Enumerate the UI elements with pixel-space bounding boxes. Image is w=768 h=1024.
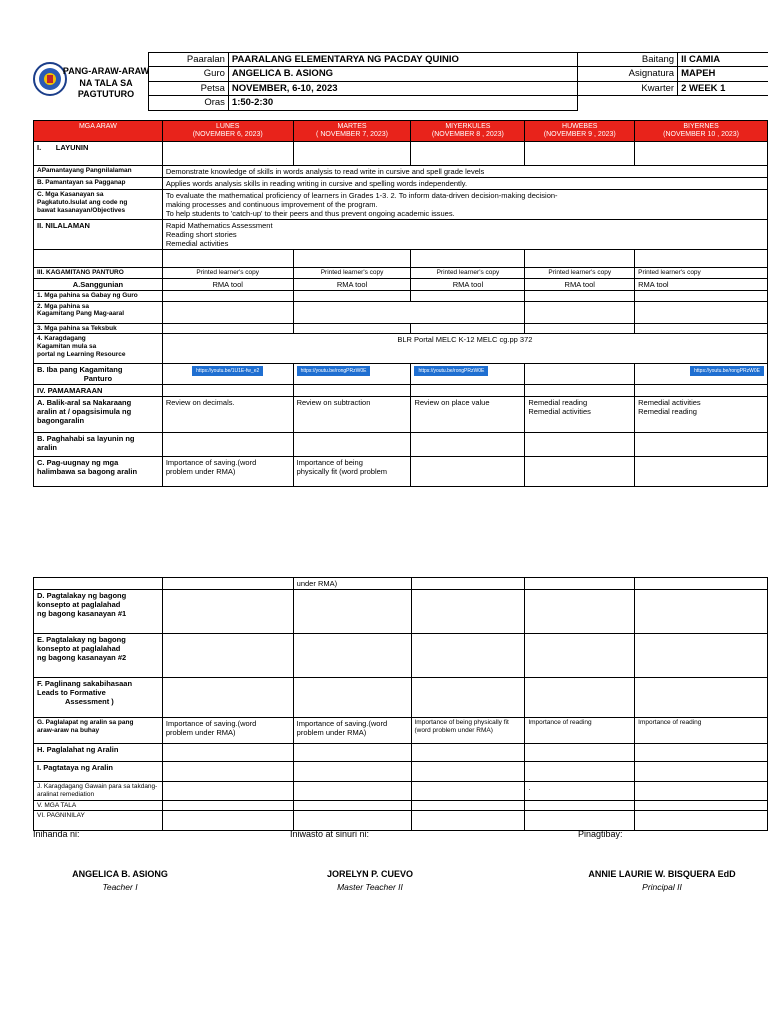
kagamitang-pang-mag-aaral-label: 2. Mga pahina sa Kagamitang Pang Mag-aaral [34, 301, 163, 323]
kwarter-value: 2 WEEK 1 [678, 81, 768, 95]
biyernes-remedial: Remedial activities Remedial reading [635, 397, 768, 433]
title-line: PAGTUTURO [77, 89, 135, 100]
paaralan-value: PAARALANG ELEMENTARYA NG PACDAY QUINIO [228, 53, 577, 67]
paglalahat-label: H. Paglalahat ng Aralin [34, 744, 163, 762]
review-place-value: Review on place value [411, 397, 525, 433]
rma-martes: RMA tool [293, 278, 411, 290]
paglalapat-label: G. Paglalapat ng aralin sa pang araw-araw na buhay [34, 718, 163, 744]
physical-continued: under RMA) [293, 578, 411, 590]
lesson-plan-table-part2 [33, 577, 768, 831]
review-decimals: Review on decimals. [162, 397, 293, 433]
reading-huwebes: Importance of reading [525, 718, 635, 744]
rma-biyernes: RMA tool [635, 278, 768, 290]
oras-value: 1:50-2:30 [228, 96, 577, 110]
physical-g-miyerkules: Importance of being physically fit (word problem under RMA) [411, 718, 525, 744]
kagamitang-panturo-label: III. KAGAMITANG PANTURO [34, 268, 163, 279]
blr-portal-text: BLR Portal MELC K-12 MELC cg.pp 372 [162, 334, 767, 364]
huwebes-remedial: Remedial reading Remedial activities [525, 397, 635, 433]
pagtalakay-1-label: D. Pagtalakay ng bagong konsepto at paglalahad ng bagong kasanayan #1 [34, 590, 163, 634]
teacher-signature [40, 869, 200, 892]
review-subtraction: Review on subtraction [293, 397, 411, 433]
teacher-title: Teacher I [102, 882, 138, 892]
karagdagang-kagamitan-label: 4. Karagdagang Kagamitan mula sa portal ng Learning Resource [34, 334, 163, 364]
mga-araw-header: MGA ARAW [34, 121, 163, 142]
baitang-value: II CAMIA [678, 53, 768, 67]
pamamaraan-label: IV. PAMAMARAAN [34, 385, 163, 397]
oras-label: Oras [149, 96, 229, 110]
huwebes-header: HUWEBES (NOVEMBER 9 , 2023) [525, 121, 635, 142]
rma-miyerkules: RMA tool [411, 278, 525, 290]
youtube-link-2[interactable]: https://youtu.be/rongPRzW0E [297, 366, 371, 376]
lesson-plan-table-part1 [33, 120, 768, 487]
saving-g-lunes: Importance of saving.(word problem under RMA) [162, 718, 293, 744]
kasanayan-text: To evaluate the mathematical proficiency of learners in Grades 1-3. 2. To inform data-driven decision-making decision- making processes and continuous improvement of the program. To help students to 'catch-up' to their peers and thus prevent ongoing academic issues. [162, 190, 767, 220]
inihanda-label: Inihanda ni: [33, 829, 80, 839]
pagtataya-label: I. Pagtataya ng Aralin [34, 762, 163, 782]
pag-uugnay-label: C. Pag-uugnay ng mga halimbawa sa bagong aralin [34, 457, 163, 487]
printed-copy-biyernes: Printed learner's copy [635, 268, 768, 279]
principal-title: Principal II [642, 882, 682, 892]
title-line: PANG-ARAW-ARAW [62, 66, 150, 76]
iba-pang-kagamitang-label: B. Iba pang Kagamitang Panturo [34, 364, 163, 385]
asignatura-label: Asignatura [578, 67, 678, 81]
guro-label: Guro [149, 67, 229, 81]
principal-name: ANNIE LAURIE W. BISQUERA EdD [588, 869, 736, 879]
petsa-value: NOVEMBER, 6-10, 2023 [228, 81, 577, 95]
master-teacher-signature [290, 869, 450, 892]
master-title: Master Teacher II [337, 882, 403, 892]
nilalaman-text: Rapid Mathematics Assessment Reading short stories Remedial activities [162, 220, 767, 250]
karagdagang-gawain-label: J. Karagdagang Gawain para sa takdang- aralinat remediation [34, 782, 163, 801]
rma-lunes: RMA tool [162, 278, 293, 290]
layunin-label: I. LAYUNIN [34, 142, 163, 166]
principal-signature [562, 869, 762, 892]
kwarter-label: Kwarter [578, 81, 678, 95]
reading-biyernes: Importance of reading [635, 718, 768, 744]
rma-huwebes: RMA tool [525, 278, 635, 290]
pagtalakay-2-label: E. Pagtalakay ng bagong konsepto at paglalahad ng bagong kasanayan #2 [34, 634, 163, 678]
youtube-link-3[interactable]: https://youtu.be/rongPRzW0E [414, 366, 488, 376]
petsa-label: Petsa [149, 81, 229, 95]
balik-aral-label: A. Balik-aral sa Nakaraang aralin at / opagsisimula ng bagongaralin [34, 397, 163, 433]
paglinang-label: F. Paglinang sakabihasaan Leads to Formative Assessment ) [34, 678, 163, 718]
paaralan-label: Paaralan [149, 53, 229, 67]
pagninilay-label: VI. PAGNINILAY [34, 811, 163, 831]
printed-copy-lunes: Printed learner's copy [162, 268, 293, 279]
form-title [62, 66, 150, 101]
printed-copy-miyerkules: Printed learner's copy [411, 268, 525, 279]
nilalaman-label: II. NILALAMAN [34, 220, 163, 250]
mga-tala-label: V. MGA TALA [34, 800, 163, 811]
biyernes-header: BIYERNES (NOVEMBER 10 , 2023) [635, 121, 768, 142]
kasanayan-label: C. Mga Kasanayan sa Pagkatuto.Isulat ang code ng bawat kasanayan/Objectives [34, 190, 163, 220]
pagganap-text: Applies words analysis skills in reading writing in cursive and spelling words independently. [162, 178, 767, 190]
paghahabi-label: B. Paghahabi sa layunin ng aralin [34, 433, 163, 457]
sanggunian-label: A.Sanggunian [34, 278, 163, 290]
saving-lunes: Importance of saving.(word problem under RMA) [162, 457, 293, 487]
pamantayan-pagganap-label: B. Pamantayan sa Pagganap [34, 178, 163, 190]
pamantayang-pangnilalaman-label: APamantayang Pangnilalaman [34, 166, 163, 178]
header-info-table [148, 52, 768, 111]
title-line: NA TALA SA [79, 77, 133, 88]
printed-copy-martes: Printed learner's copy [293, 268, 411, 279]
printed-copy-huwebes: Printed learner's copy [525, 268, 635, 279]
miyerkules-header: MIYERKULES (NOVEMBER 8 , 2023) [411, 121, 525, 142]
master-name: JORELYN P. CUEVO [326, 869, 414, 879]
asignatura-value: MAPEH [678, 67, 768, 81]
iniwasto-label: Iniwasto at sinuri ni: [290, 829, 370, 839]
baitang-label: Baitang [578, 53, 678, 67]
gabay-guro-label: 1. Mga pahina sa Gabay ng Guro [34, 290, 163, 301]
teksbuk-label: 3. Mga pahina sa Teksbuk [34, 323, 163, 334]
youtube-link-4[interactable]: https://youtu.be/rongPRzW0E [690, 366, 764, 376]
physical-martes: Importance of being physically fit (word problem [293, 457, 411, 487]
youtube-link-1[interactable]: https://youtu.be/1U1E-fw_e2 [192, 366, 263, 376]
pinagtibay-label: Pinagtibay: [578, 829, 623, 839]
guro-value: ANGELICA B. ASIONG [228, 67, 577, 81]
pangnilalaman-text: Demonstrate knowledge of skills in words analysis to read write in cursive and spell grade levels [162, 166, 767, 178]
saving-g-martes: Importance of saving.(word problem under RMA) [293, 718, 411, 744]
dot-mark: . [525, 782, 635, 801]
martes-header: MARTES ( NOVEMBER 7, 2023) [293, 121, 411, 142]
teacher-name: ANGELICA B. ASIONG [72, 869, 168, 879]
lunes-header: LUNES (NOVEMBER 6, 2023) [162, 121, 293, 142]
